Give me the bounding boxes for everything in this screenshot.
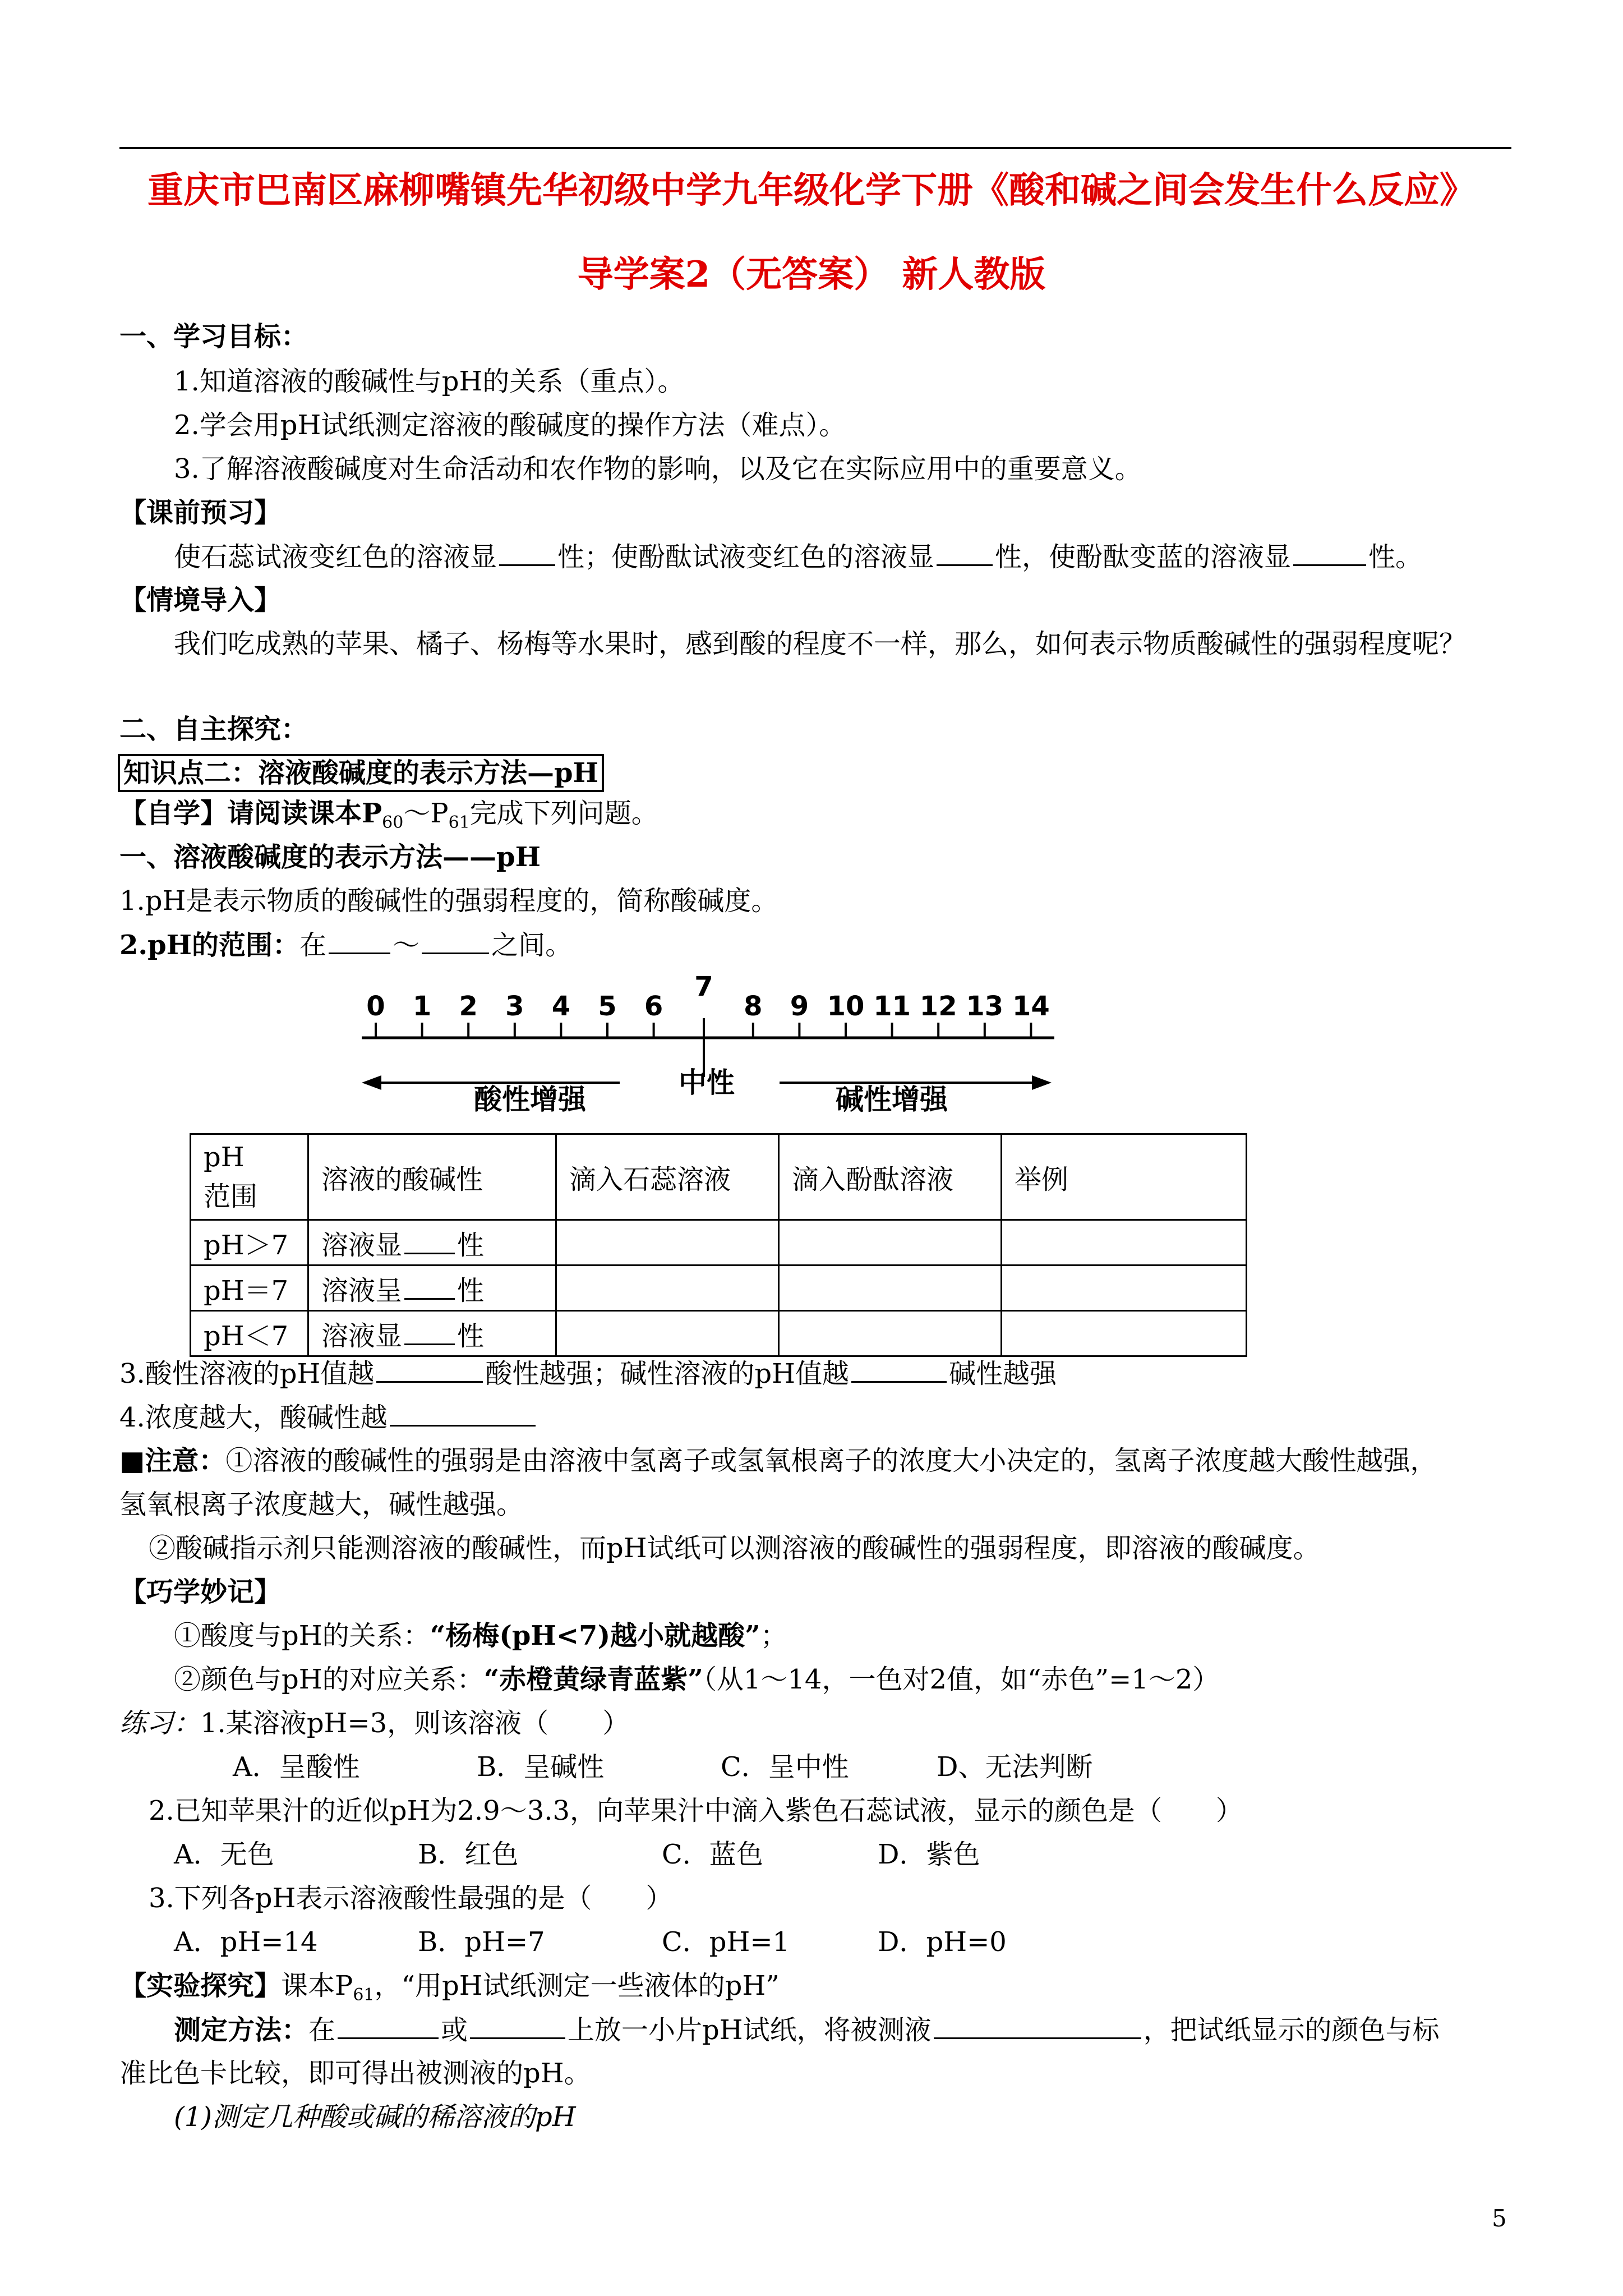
memory-2-phrase: “赤橙黄绿青蓝紫” — [483, 1664, 703, 1695]
cell-range: pH＝7 — [191, 1266, 308, 1311]
point-2-label: 2.pH的范围： — [119, 930, 300, 961]
blank — [338, 2013, 439, 2039]
q2-option-a: A．无色 — [174, 1839, 274, 1870]
self-study-line — [119, 797, 658, 840]
practice-q1 — [119, 1706, 629, 1740]
cell-acidity-text: 溶液显 — [321, 1320, 403, 1352]
q3-option-b: B．pH=7 — [418, 1926, 545, 1958]
header-acidity: 溶液的酸碱性 — [308, 1134, 556, 1220]
question-2: 2.已知苹果汁的近似pH为2.9～3.3，向苹果汁中滴入紫色石蕊试液，显示的颜色是（ ） — [149, 1795, 1243, 1826]
cell-litmus — [556, 1266, 779, 1311]
memory-1-text: ①酸度与pH的关系： — [174, 1620, 430, 1651]
memory-2 — [174, 1663, 1219, 1696]
method-line — [174, 2013, 1440, 2047]
method-text-3: 上放一小片pH试纸，将被测液 — [568, 2014, 932, 2046]
cell-example — [1002, 1266, 1247, 1311]
knowledge-point-box: 知识点二：溶液酸碱度的表示方法—pH — [118, 754, 604, 792]
note-1 — [119, 1444, 1437, 1478]
q2-option-c: C．蓝色 — [662, 1839, 763, 1870]
point-1: 1.pH是表示物质的酸碱性的强弱程度的，简称酸碱度。 — [119, 885, 778, 917]
cell-acidity — [308, 1311, 556, 1356]
blank — [404, 1273, 455, 1300]
preview-text-1: 使石蕊试液变红色的溶液显 — [174, 541, 497, 573]
tick-label-14: 14 — [1012, 991, 1050, 1022]
scene-heading: 【情境导入】 — [119, 585, 282, 616]
q2-option-b: B．红色 — [418, 1839, 519, 1870]
practice-label: 练习： — [119, 1708, 201, 1739]
q2-option-d: D．紫色 — [878, 1839, 980, 1870]
blank — [934, 2013, 1141, 2039]
acid-arrow-head — [362, 1075, 381, 1090]
goal-3: 3.了解溶液酸碱度对生命活动和农作物的影响，以及它在实际应用中的重要意义。 — [174, 453, 1142, 485]
q3-option-a: A．pH=14 — [174, 1926, 318, 1958]
base-label: 碱性增强 — [836, 1083, 948, 1116]
tick-label-2: 2 — [459, 991, 478, 1022]
tick-label-13: 13 — [966, 991, 1004, 1022]
self-study-text-c: 完成下列问题。 — [469, 798, 658, 829]
cell-acidity — [308, 1220, 556, 1266]
tick-label-9: 9 — [790, 991, 809, 1022]
note-1-cont: 氢氧根离子浓度越大，碱性越强。 — [119, 1489, 524, 1520]
neutral-label: 中性 — [679, 1066, 735, 1099]
note-1-text: ①溶液的酸碱性的强弱是由溶液中氢离子或氢氧根离子的浓度大小决定的，氢离子浓度越大酸性越强， — [225, 1445, 1437, 1476]
q1-option-b: B．呈碱性 — [477, 1751, 605, 1783]
method-label: 测定方法： — [174, 2014, 309, 2046]
experiment-text-b: ，“用pH试纸测定一些液体的pH” — [374, 1970, 780, 2001]
subscript-61: 61 — [353, 1985, 375, 2005]
memory-heading: 【巧学妙记】 — [119, 1576, 282, 1608]
memory-2-text: ②颜色与pH的对应关系： — [174, 1664, 484, 1695]
experiment-line — [119, 1969, 780, 2012]
tick-label-6: 6 — [644, 991, 663, 1022]
blank — [851, 1356, 947, 1383]
blank — [470, 2013, 565, 2039]
memory-1-phrase: “杨梅(pH<7)越小就越酸” — [430, 1620, 760, 1651]
cell-litmus — [556, 1220, 779, 1266]
blank — [499, 540, 555, 566]
cell-litmus — [556, 1311, 779, 1356]
memory-2-note: （从1～14，一色对2值，如“赤色”=1～2） — [703, 1664, 1220, 1695]
cell-range: pH＞7 — [191, 1220, 308, 1266]
point-2-text-c: 之间。 — [491, 930, 573, 961]
method-text-4: ，把试纸显示的颜色与标 — [1143, 2014, 1440, 2046]
header-phenolphthalein: 滴入酚酞溶液 — [779, 1134, 1002, 1220]
memory-1 — [174, 1619, 787, 1653]
question-3: 3.下列各pH表示溶液酸性最强的是（ ） — [149, 1883, 673, 1914]
blank — [329, 928, 390, 954]
header-ph-range: pH 范围 — [191, 1134, 308, 1220]
header-example: 举例 — [1002, 1134, 1247, 1220]
blank — [376, 1356, 483, 1383]
point-3 — [119, 1356, 1057, 1391]
subscript-60: 60 — [382, 813, 404, 832]
goal-2: 2.学会用pH试纸测定溶液的酸碱度的操作方法（难点）。 — [174, 409, 846, 441]
preview-text — [174, 540, 1422, 574]
tick-label-4: 4 — [551, 991, 571, 1022]
table-row — [191, 1266, 1247, 1311]
note-2: ②酸碱指示剂只能测溶液的酸碱性，而pH试纸可以测溶液的酸碱性的强弱程度，即溶液的酸碱度。 — [149, 1533, 1320, 1564]
preview-heading: 【课前预习】 — [119, 497, 282, 528]
q1-option-a: A．呈酸性 — [233, 1751, 360, 1783]
cell-range: pH＜7 — [191, 1311, 308, 1356]
tick-label-5: 5 — [598, 991, 617, 1022]
note-label: ■注意： — [119, 1445, 226, 1476]
preview-text-2: 性；使酚酞试液变红色的溶液显 — [557, 541, 935, 573]
cell-acidity-text: 溶液显 — [321, 1229, 403, 1261]
preview-text-4: 性。 — [1368, 541, 1423, 573]
acid-label: 酸性增强 — [474, 1083, 586, 1116]
cell-phenolphthalein — [779, 1266, 1002, 1311]
tick-label-1: 1 — [412, 991, 432, 1022]
tick-label-12: 12 — [919, 991, 957, 1022]
header-rule — [119, 147, 1511, 149]
tick-label-3: 3 — [505, 991, 524, 1022]
tick-label-11: 11 — [873, 991, 911, 1022]
point-3-text-a: 3.酸性溶液的pH值越 — [119, 1358, 375, 1389]
point-2-text-a: 在 — [299, 930, 327, 961]
point-2-text-b: ～ — [393, 930, 420, 961]
blank — [390, 1400, 536, 1427]
ph-scale-diagram — [336, 956, 1077, 1130]
experiment-text-a: 课本P — [281, 1970, 353, 2001]
method-text-1: 在 — [308, 2014, 336, 2046]
blank — [404, 1319, 455, 1345]
blank — [1293, 540, 1366, 566]
goal-1: 1.知道溶液的酸碱性与pH的关系（重点）。 — [174, 366, 685, 397]
q3-option-c: C．pH=1 — [662, 1926, 790, 1958]
self-study-text-b: ～P — [403, 798, 449, 829]
section-2-heading: 二、自主探究： — [119, 714, 308, 745]
point-4 — [119, 1400, 538, 1434]
tick-label-8: 8 — [744, 991, 763, 1022]
q1-option-c: C．呈中性 — [721, 1751, 849, 1783]
blank — [404, 1228, 455, 1254]
section-1-heading: 一、学习目标： — [119, 321, 308, 352]
point-4-text: 4.浓度越大，酸碱性越 — [119, 1402, 388, 1433]
q3-option-d: D．pH=0 — [878, 1926, 1007, 1958]
cell-acidity-suffix: 性 — [457, 1229, 485, 1261]
ph-tick-labels — [366, 971, 1050, 1022]
experiment-sub-1: (1)测定几种酸或碱的稀溶液的pH — [174, 2101, 576, 2133]
tick-label-7: 7 — [694, 971, 713, 1002]
table-row — [191, 1311, 1247, 1356]
question-1: 1.某溶液pH=3，则该溶液（ ） — [200, 1708, 630, 1739]
point-3-text-b: 酸性越强；碱性溶液的pH值越 — [485, 1358, 849, 1389]
cell-acidity-text: 溶液呈 — [321, 1274, 403, 1306]
title-line-2: 导学案2（无答案） 新人教版 — [577, 254, 1046, 296]
title-line-1: 重庆市巴南区麻柳嘴镇先华初级中学九年级化学下册《酸和碱之间会发生什么反应》 — [147, 169, 1476, 211]
method-text-2: 或 — [441, 2014, 468, 2046]
subheading-ph: 一、溶液酸碱度的表示方法——pH — [119, 841, 541, 873]
cell-acidity-suffix: 性 — [457, 1320, 485, 1352]
cell-acidity-suffix: 性 — [457, 1274, 485, 1306]
table-header-row — [191, 1134, 1247, 1220]
cell-phenolphthalein — [779, 1311, 1002, 1356]
experiment-heading: 【实验探究】 — [119, 1970, 282, 2001]
blank — [937, 540, 993, 566]
point-3-text-c: 碱性越强 — [948, 1358, 1057, 1389]
q1-option-d: D、无法判断 — [937, 1751, 1093, 1783]
cell-phenolphthalein — [779, 1220, 1002, 1266]
scene-text: 我们吃成熟的苹果、橘子、杨梅等水果时，感到酸的程度不一样，那么，如何表示物质酸碱性的强弱程度呢？ — [174, 628, 1467, 660]
header-litmus: 滴入石蕊溶液 — [556, 1134, 779, 1220]
tick-label-0: 0 — [366, 991, 385, 1022]
cell-example — [1002, 1311, 1247, 1356]
table-row — [191, 1220, 1247, 1266]
base-arrow-head — [1032, 1075, 1052, 1090]
page-number: 5 — [1492, 2205, 1507, 2232]
preview-text-3: 性，使酚酞变蓝的溶液显 — [995, 541, 1292, 573]
memory-1-end: ； — [760, 1620, 787, 1651]
cell-acidity — [308, 1266, 556, 1311]
self-study-text-a: 【自学】请阅读课本P — [119, 798, 382, 829]
method-line-cont: 准比色卡比较，即可得出被测液的pH。 — [119, 2058, 591, 2089]
subscript-61: 61 — [448, 813, 470, 832]
blank — [422, 928, 489, 954]
cell-example — [1002, 1220, 1247, 1266]
ph-table — [190, 1133, 1247, 1357]
tick-label-10: 10 — [827, 991, 865, 1022]
